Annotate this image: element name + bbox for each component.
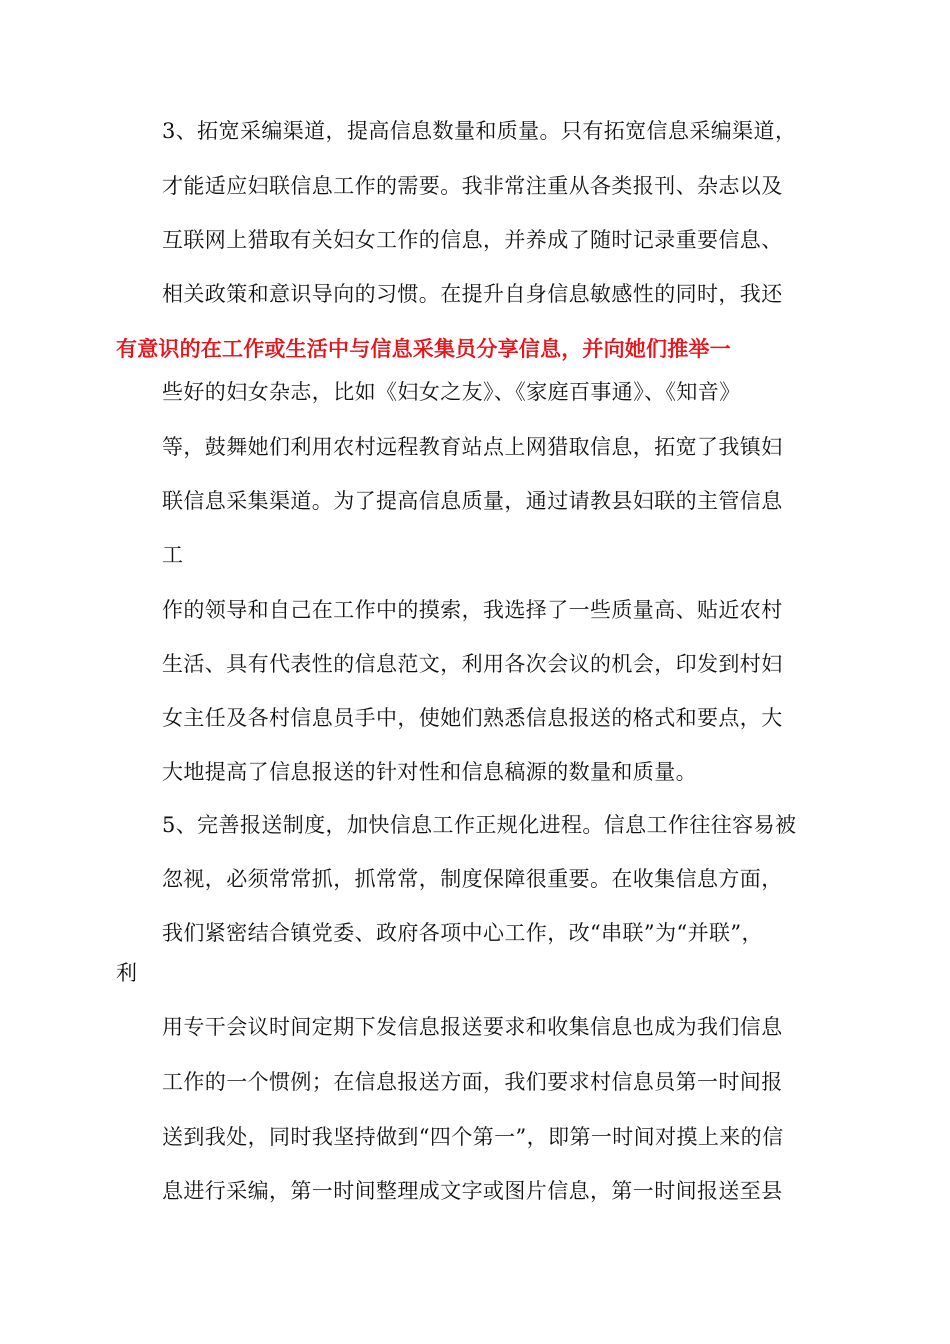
text-line-2: 才能适应妇联信息工作的需要。我非常注重从各类报刊、杂志以及 <box>162 174 783 198</box>
text-line-17: 利 <box>116 961 138 985</box>
text-line-1: 3、拓宽采编渠道，提高信息数量和质量。只有拓宽信息采编渠道， <box>162 119 797 143</box>
text-line-20: 送到我处，同时我坚持做到“四个第一”，即第一时间对摸上来的信 <box>162 1125 784 1149</box>
text-line-16: 我们紧密结合镇党委、政府各项中心工作，改“串联”为“并联”， <box>162 921 763 945</box>
text-line-4: 相关政策和意识导向的习惯。在提升自身信息敏感性的同时，我还 <box>162 282 783 306</box>
highlighted-text-line: 有意识的在工作或生活中与信息采集员分享信息，并向她们推举一 <box>116 337 731 361</box>
text-line-13: 大地提高了信息报送的针对性和信息稿源的数量和质量。 <box>162 760 697 784</box>
text-line-12: 女主任及各村信息员手中，使她们熟悉信息报送的格式和要点，大 <box>162 706 783 730</box>
text-line-3: 互联网上猎取有关妇女工作的信息，并养成了随时记录重要信息、 <box>162 228 783 252</box>
text-line-11: 生活、具有代表性的信息范文，利用各次会议的机会，印发到村妇 <box>162 652 783 676</box>
text-line-15: 忽视，必须常常抓，抓常常，制度保障很重要。在收集信息方面， <box>162 867 783 891</box>
text-line-21: 息进行采编，第一时间整理成文字或图片信息，第一时间报送至县 <box>162 1179 783 1203</box>
text-line-19: 工作的一个惯例；在信息报送方面，我们要求村信息员第一时间报 <box>162 1070 783 1094</box>
text-line-10: 作的领导和自己在工作中的摸索，我选择了一些质量高、贴近农村 <box>162 598 783 622</box>
text-line-18: 用专干会议时间定期下发信息报送要求和收集信息也成为我们信息 <box>162 1015 783 1039</box>
text-line-6: 些好的妇女杂志，比如《妇女之友》、《家庭百事通》、《知音》 <box>162 380 741 404</box>
text-line-7: 等，鼓舞她们利用农村远程教育站点上网猎取信息，拓宽了我镇妇 <box>162 435 783 459</box>
text-line-8: 联信息采集渠道。为了提高信息质量，通过请教县妇联的主管信息 <box>162 489 783 513</box>
text-line-9: 工 <box>162 543 184 567</box>
text-line-14: 5、完善报送制度，加快信息工作正规化进程。信息工作往往容易被 <box>162 813 797 837</box>
